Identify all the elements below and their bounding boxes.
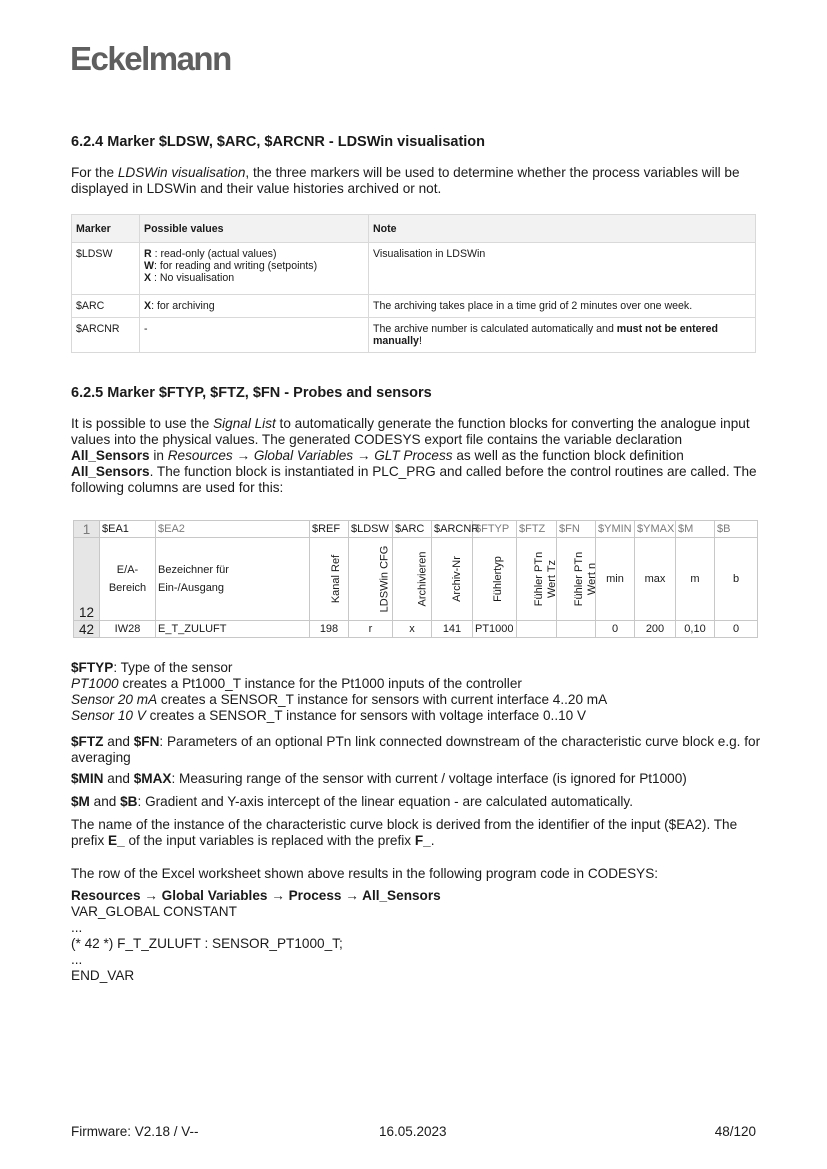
code-line: VAR_GLOBAL CONSTANT (71, 904, 237, 919)
excel-cell: $FTYP (473, 521, 517, 538)
excel-cell: $FTZ (517, 521, 557, 538)
excel-cell: E_T_ZULUFT (156, 621, 310, 638)
header-note: Note (369, 215, 756, 243)
excel-cell: min (596, 538, 635, 621)
excel-cell: 141 (432, 621, 473, 638)
header-possible-values: Possible values (140, 215, 369, 243)
excel-cell: 0 (715, 621, 758, 638)
section-intro-6-2-5: It is possible to use the Signal List to automatically generate the function blocks for converting the analogue input values into the physical values. The generated CODESYS export file contains the variable declaration All_Sensors in Resources → Global Variables → GLT Process as well as the function block definition All_Sensors. The function block is instantiated in PLC_PRG and called before the control routines are called. The following columns are used for this: (71, 416, 757, 495)
excel-cell: E/A- Bereich (100, 538, 156, 621)
excel-cell: $B (715, 521, 758, 538)
header-marker: Marker (72, 215, 140, 243)
excel-cell: Archiv-Nr (432, 538, 473, 621)
marker-cell: $LDSW (72, 243, 140, 295)
excel-cell: $YMAX (635, 521, 676, 538)
code-line: ... (71, 952, 83, 967)
excel-cell: 200 (635, 621, 676, 638)
excel-cell: Fühlertyp (473, 538, 517, 621)
excel-cell: x (393, 621, 432, 638)
table-row (72, 243, 756, 295)
excel-cell: m (676, 538, 715, 621)
code-path: Resources → Global Variables → Process → All_Sensors (71, 888, 441, 903)
row-number: 12 (74, 538, 100, 621)
excel-cell: $EA2 (156, 521, 310, 538)
ftyp-line: Sensor 10 V creates a SENSOR_T instance for sensors with voltage interface 0..10 V (71, 708, 587, 723)
excel-signal-list (73, 520, 758, 638)
excel-cell: r (349, 621, 393, 638)
excel-cell: $EA1 (100, 521, 156, 538)
company-logo: Eckelmann (70, 40, 231, 77)
excel-cell: b (715, 538, 758, 621)
m-b-explanation: $M and $B: Gradient and Y-axis intercept of the linear equation - are calculated automatically. (71, 794, 633, 809)
section-title-6-2-4: 6.2.4 Marker $LDSW, $ARC, $ARCNR - LDSWin visualisation (71, 134, 486, 150)
excel-cell: Bezeichner für Ein-/Ausgang (156, 538, 310, 621)
code-line: ... (71, 920, 83, 935)
code-block (71, 888, 761, 984)
excel-row-1 (74, 521, 758, 538)
ftz-explanation: $FTZ and $FN: Parameters of an optional PTn link connected downstream of the characteristic curve block e.g. for averaging (71, 734, 761, 765)
table-row (72, 318, 756, 353)
excel-cell: $ARCNR (432, 521, 473, 538)
ftyp-line: PT1000 creates a Pt1000_T instance for the Pt1000 inputs of the controller (71, 676, 522, 691)
excel-row-42 (74, 621, 758, 638)
excel-cell: $M (676, 521, 715, 538)
excel-cell: $ARC (393, 521, 432, 538)
excel-cell: PT1000 (473, 621, 517, 638)
section-title-6-2-5: 6.2.5 Marker $FTYP, $FTZ, $FN - Probes and sensors (71, 385, 432, 401)
values-cell: - (140, 318, 369, 353)
note-cell: The archiving takes place in a time grid of 2 minutes over one week. (369, 295, 756, 318)
note-cell: Visualisation in LDSWin (369, 243, 756, 295)
section-intro-6-2-4: For the LDSWin visualisation, the three markers will be used to determine whether the process variables will be displayed in LDSWin and their value histories archived or not. (71, 165, 740, 196)
excel-cell: max (635, 538, 676, 621)
row-number: 1 (74, 521, 100, 538)
ftyp-explanation (71, 660, 761, 724)
excel-row-12 (74, 538, 758, 621)
note-cell: The archive number is calculated automatically and must not be entered manually! (369, 318, 756, 353)
marker-table-header (72, 215, 756, 243)
footer-page-number: 48/120 (714, 1124, 756, 1139)
excel-cell: Fühler PTn Wert Tz (517, 538, 557, 621)
row-number: 42 (74, 621, 100, 638)
ftyp-line: Sensor 20 mA creates a SENSOR_T instance for sensors with current interface 4..20 mA (71, 692, 608, 707)
excel-row-result-text: The row of the Excel worksheet shown above results in the following program code in CODESYS: (71, 866, 659, 881)
code-line: (* 42 *) F_T_ZULUFT : SENSOR_PT1000_T; (71, 936, 343, 951)
ftyp-heading: $FTYP: Type of the sensor (71, 660, 233, 675)
excel-cell: $REF (310, 521, 349, 538)
excel-cell: Fühler PTn Wert n (557, 538, 596, 621)
footer-firmware: Firmware: V2.18 / V-- (71, 1124, 199, 1139)
excel-cell: IW28 (100, 621, 156, 638)
excel-cell: $LDSW (349, 521, 393, 538)
instance-name-explanation: The name of the instance of the characteristic curve block is derived from the identifier of the input ($EA2). The prefix E_ of the input variables is replaced with the prefix F_. (71, 817, 738, 848)
excel-cell: $YMIN (596, 521, 635, 538)
min-max-explanation: $MIN and $MAX: Measuring range of the sensor with current / voltage interface (is ignored for Pt1000) (71, 771, 687, 786)
excel-cell: 0,10 (676, 621, 715, 638)
excel-cell: 198 (310, 621, 349, 638)
values-cell: X: for archiving (140, 295, 369, 318)
table-row (72, 295, 756, 318)
excel-cell: LDSWin CFG (349, 538, 393, 621)
marker-cell: $ARC (72, 295, 140, 318)
excel-cell: Archivieren (393, 538, 432, 621)
marker-table (71, 214, 756, 353)
footer-date: 16.05.2023 (379, 1124, 447, 1139)
excel-cell: 0 (596, 621, 635, 638)
values-cell: R : read-only (actual values) W: for reading and writing (setpoints) X : No visualisation (140, 243, 369, 295)
code-line: END_VAR (71, 968, 135, 983)
excel-cell (557, 621, 596, 638)
excel-cell: Kanal Ref (310, 538, 349, 621)
excel-cell: $FN (557, 521, 596, 538)
excel-cell (517, 621, 557, 638)
marker-cell: $ARCNR (72, 318, 140, 353)
